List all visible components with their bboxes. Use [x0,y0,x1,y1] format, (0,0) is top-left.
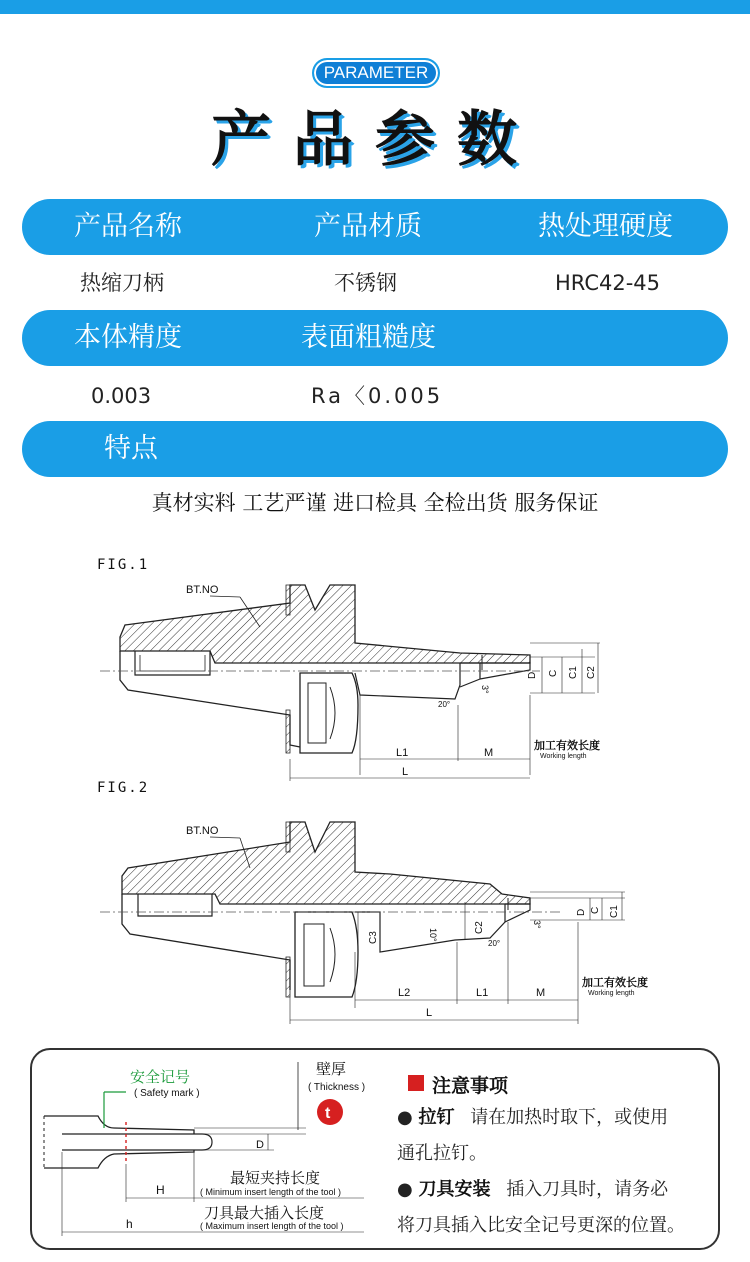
insert-diagram [34,1052,394,1248]
bullet-icon: ● [397,1107,413,1128]
svg-text:C: C [548,669,559,677]
svg-text:20°: 20° [488,939,501,948]
svg-text:C1: C1 [568,666,579,679]
safety-mark-label: 安全记号 [130,1069,191,1086]
value-material: 不锈钢 [334,271,397,295]
label-body-precision: 本体精度 [74,322,182,353]
svg-text:20°: 20° [438,700,451,709]
notice-item-1-line1: 请在加热时取下，或使用 [470,1107,669,1128]
notice-item-1-title: 拉钉 [418,1107,455,1128]
fig1-label: FIG.1 [97,557,150,573]
header-bar-precision [22,310,728,366]
svg-text:M: M [536,987,546,999]
svg-text:最短夹持长度: 最短夹持长度 [230,1170,321,1187]
svg-text:C2: C2 [474,921,485,934]
svg-text:加工有效长度: 加工有效长度 [534,740,600,752]
svg-text:( Thickness ): ( Thickness ) [308,1082,366,1093]
svg-text:Working length: Working length [540,753,587,760]
svg-text:壁厚: 壁厚 [316,1061,347,1078]
svg-text:刀具最大插入长度: 刀具最大插入长度 [204,1205,325,1222]
svg-text:10°: 10° [428,928,438,942]
notice-item-1-line2: 通孔拉钉。 [397,1143,487,1164]
svg-text:C1: C1 [609,905,620,918]
features-text: 真材实料 工艺严谨 进口检具 全检出货 服务保证 [151,491,599,515]
notice-item-2-title: 刀具安装 [418,1179,491,1200]
notice-marker-icon [408,1075,424,1091]
value-hardness: HRC42-45 [555,271,661,295]
svg-text:D: D [576,908,587,916]
header-bar-features [22,421,728,477]
svg-text:( Minimum insert length of the: ( Minimum insert length of the tool ) [200,1187,342,1197]
label-surface-roughness: 表面粗糙度 [301,322,436,353]
top-accent-bar [0,0,750,14]
svg-text:D: D [527,671,538,679]
label-heat-treatment: 热处理硬度 [538,211,673,242]
fig2-label: FIG.2 [97,780,150,796]
svg-text:加工有效长度: 加工有效长度 [582,977,648,989]
fig2-drawing [90,812,650,1027]
bullet-icon: ● [397,1179,413,1200]
svg-text:3°: 3° [480,685,490,694]
svg-text:L1: L1 [396,747,409,759]
svg-text:C3: C3 [368,931,379,944]
svg-text:L2: L2 [398,987,411,999]
svg-text:L: L [402,766,409,778]
svg-text:M: M [484,747,494,759]
svg-text:D: D [256,1139,264,1151]
value-surface-roughness: Ra〈0.005 [311,384,444,408]
notice-item-2 [397,1172,712,1244]
value-product-name: 热缩刀柄 [80,271,164,295]
svg-text:C: C [590,906,601,914]
fig1-bt-no: BT.NO [186,584,219,596]
page-title: 产品参数 [211,105,539,175]
notice-title: 注意事项 [432,1075,509,1097]
header-bar-basic [22,199,728,255]
svg-text:Working length: Working length [588,990,635,997]
fig1-drawing [90,575,650,790]
svg-text:( Safety mark ): ( Safety mark ) [134,1088,200,1099]
svg-text:L: L [426,1007,433,1019]
svg-text:L1: L1 [476,987,489,999]
svg-text:3°: 3° [532,920,542,929]
notice-item-1 [397,1100,712,1172]
notice-item-2-line1: 插入刀具时，请务必 [506,1179,669,1200]
label-material: 产品材质 [314,211,422,242]
parameter-badge: PARAMETER [312,58,440,88]
notice-item-2-line2: 将刀具插入比安全记号更深的位置。 [397,1215,685,1236]
svg-text:H: H [156,1183,165,1197]
label-features: 特点 [104,433,158,464]
label-product-name: 产品名称 [74,211,182,242]
fig2-bt-no: BT.NO [186,825,219,837]
svg-text:C2: C2 [586,666,597,679]
svg-text:( Maximum insert length of the: ( Maximum insert length of the tool ) [200,1221,344,1231]
value-body-precision: 0.003 [91,384,152,408]
svg-text:t: t [325,1105,331,1122]
svg-text:h: h [126,1217,133,1231]
